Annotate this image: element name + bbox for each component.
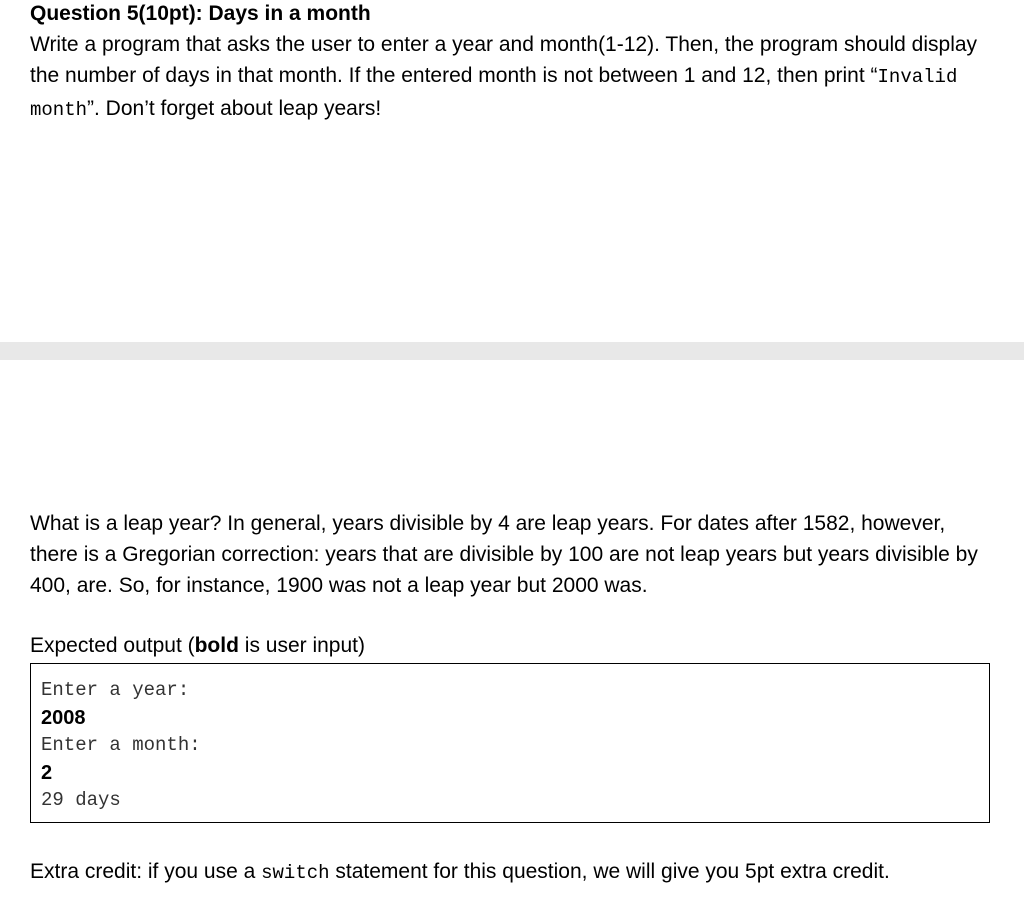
expected-label-bold: bold	[194, 634, 239, 657]
switch-code: switch	[261, 862, 330, 884]
user-input-line: 2008	[41, 706, 86, 729]
question-title: Question 5(10pt): Days in a month	[30, 2, 371, 25]
output-line: Enter a month:	[41, 734, 201, 757]
section-divider	[0, 342, 1024, 360]
question-description	[30, 29, 990, 126]
output-line: 29 days	[41, 789, 121, 812]
leap-year-explanation: What is a leap year? In general, years divisible by 4 are leap years. For dates after 1582, however, there is a Gregorian correction: years that are divisible by 100 are not leap years but years divisible by 400, are. So, for instance, 1900 was not a leap year but 2000 was.	[30, 512, 978, 597]
extra-credit-end: statement for this question, we will give you 5pt extra credit.	[329, 860, 890, 883]
expected-label-start: Expected output (	[30, 634, 195, 657]
user-input-line: 2	[41, 761, 53, 784]
expected-label-end: is user input)	[238, 634, 365, 657]
extra-credit-start: Extra credit: if you use a	[30, 860, 262, 883]
extra-credit-note	[30, 856, 1004, 889]
question-text-start: Write a program that asks the user to enter a year and month(1-12). Then, the program should display the number of days in that month. If the entered month is not between 1 and 12, then print “	[30, 33, 978, 87]
output-line: Enter a year:	[41, 679, 190, 701]
question-text-end: ”. Don’t forget about leap years!	[87, 97, 382, 120]
expected-output-box	[30, 663, 990, 823]
expected-output-label	[30, 630, 1004, 661]
invalid-month-code: Invalid month	[30, 66, 958, 121]
